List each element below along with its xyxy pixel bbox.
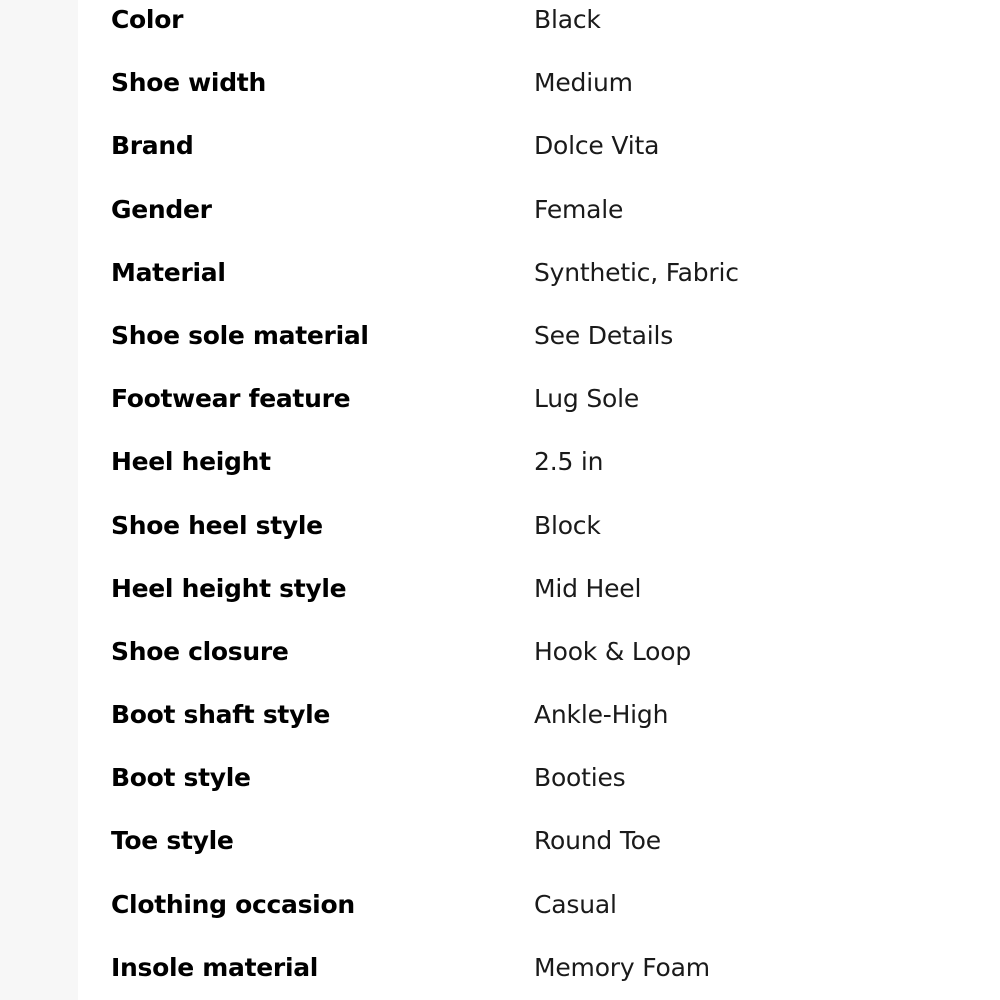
spec-label: Insole material — [111, 952, 319, 982]
spec-value: See Details — [534, 320, 674, 350]
spec-value: Mid Heel — [534, 573, 642, 603]
spec-label: Gender — [111, 194, 212, 224]
spec-row-heel-height — [111, 442, 971, 505]
spec-value: Booties — [534, 763, 626, 793]
spec-label: Boot style — [111, 763, 251, 793]
spec-row-footwear-feature — [111, 379, 971, 442]
spec-value: Round Toe — [534, 826, 661, 856]
spec-label: Shoe width — [111, 68, 266, 98]
spec-value: Memory Foam — [534, 952, 710, 982]
spec-label: Shoe closure — [111, 636, 289, 666]
spec-label: Color — [111, 5, 184, 34]
spec-value: Ankle-High — [534, 700, 669, 730]
spec-row-clothing-occasion — [111, 885, 971, 948]
spec-value: Block — [534, 510, 601, 540]
spec-value: Lug Sole — [534, 384, 640, 414]
spec-row-shoe-heel-style — [111, 506, 971, 569]
spec-value: Black — [534, 5, 601, 34]
spec-label: Boot shaft style — [111, 700, 330, 730]
spec-label: Heel height style — [111, 573, 347, 603]
spec-label: Clothing occasion — [111, 889, 355, 919]
spec-label: Shoe sole material — [111, 320, 369, 350]
spec-row-heel-height-style — [111, 569, 971, 632]
spec-row-insole-material — [111, 948, 971, 1000]
spec-row-boot-shaft-style — [111, 695, 971, 758]
spec-value: Synthetic, Fabric — [534, 257, 739, 287]
spec-row-gender — [111, 190, 971, 253]
spec-row-color — [111, 0, 971, 63]
spec-row-shoe-sole-material — [111, 316, 971, 379]
spec-row-shoe-width — [111, 63, 971, 126]
spec-row-material — [111, 253, 971, 316]
spec-label: Toe style — [111, 826, 234, 856]
spec-row-shoe-closure — [111, 632, 971, 695]
spec-label: Heel height — [111, 447, 271, 477]
spec-label: Shoe heel style — [111, 510, 323, 540]
spec-value: Casual — [534, 889, 617, 919]
spec-label: Brand — [111, 131, 194, 161]
spec-value: Dolce Vita — [534, 131, 660, 161]
specifications-panel — [78, 0, 1000, 1000]
spec-value: Female — [534, 194, 624, 224]
spec-label: Footwear feature — [111, 384, 351, 414]
spec-value: 2.5 in — [534, 447, 604, 477]
specifications-list — [111, 0, 971, 1000]
spec-value: Hook & Loop — [534, 636, 692, 666]
spec-row-toe-style — [111, 821, 971, 884]
spec-label: Material — [111, 257, 226, 287]
spec-row-boot-style — [111, 758, 971, 821]
spec-value: Medium — [534, 68, 633, 98]
spec-row-brand — [111, 126, 971, 189]
